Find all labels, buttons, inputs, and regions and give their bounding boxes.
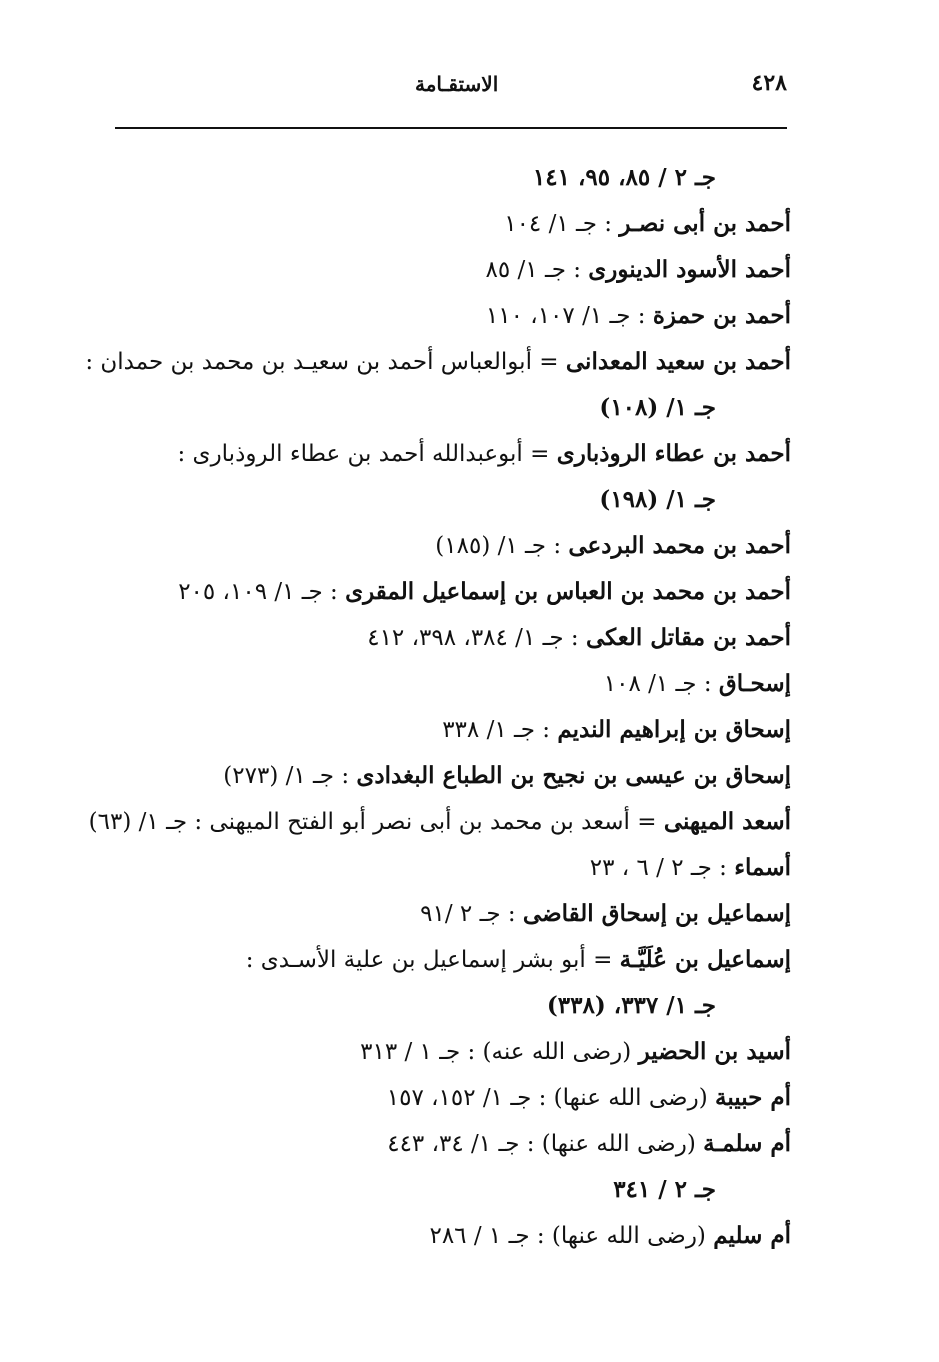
entry-name: إسماعيل بن إسحاق القاضى: [522, 900, 791, 927]
entry-reference: = أبوعبدالله أحمد بن عطاء الروذبارى :: [177, 441, 557, 467]
index-entry: [101, 661, 791, 707]
index-entries: [85, 155, 791, 1259]
entry-name: إسحاق بن عيسى بن نجيح بن الطباع البغدادى: [356, 762, 791, 789]
entry-reference: : جـ ١/ ١٠٤: [504, 211, 620, 237]
entry-reference: : جـ ١/ ١٠٩، ٢٠٥: [178, 579, 346, 605]
entry-reference: : جـ ١/ ١٠٧، ١١٠: [485, 303, 653, 329]
entry-reference: (رضى الله عنها) : جـ ١/ ٣٤، ٤٤٣: [387, 1131, 704, 1157]
entry-reference: : جـ ١/ (١٨٥): [435, 533, 569, 559]
entry-reference: : جـ ١/ (٢٧٣): [223, 763, 357, 789]
index-entry-continuation: جـ ١/ (١٩٨): [599, 486, 716, 513]
index-entry: [101, 1121, 791, 1167]
entry-reference: (رضى الله عنه) : جـ ١ / ٣١٣: [360, 1039, 639, 1065]
entry-reference: (رضى الله عنها) : جـ ١ / ٢٨٦: [429, 1223, 714, 1249]
running-title: الاستقـامة: [415, 72, 499, 96]
entry-name: أم سليم: [713, 1222, 791, 1249]
index-entry: [101, 753, 791, 799]
entry-reference: = أبو بشر إسماعيل بن علية الأسـدى :: [245, 947, 620, 973]
entry-name: أحمد بن سعيد المعدانى: [565, 348, 791, 375]
entry-reference: : جـ ٢ /٩١: [420, 901, 523, 927]
entry-reference: = أسعد بن محمد بن أبى نصر أبو الفتح الميهنى : جـ ١/ (٦٣): [88, 809, 664, 835]
entry-reference: = أبوالعباس أحمد بن سعيـد بن محمد بن حمدان :: [85, 349, 566, 375]
entry-name: أحمد بن حمزة: [652, 302, 791, 329]
index-entry: [101, 615, 791, 661]
index-entry: [101, 431, 791, 477]
entry-name: أحمد بن محمد بن العباس بن إسماعيل المقرى: [345, 578, 791, 605]
entry-name: أم حبيبة: [714, 1084, 791, 1111]
page-header: [115, 70, 787, 106]
entry-name: أحمد بن مقاتل العكى: [585, 624, 791, 651]
entry-reference: : جـ ١/ ٣٨٤، ٣٩٨، ٤١٢: [367, 625, 586, 651]
index-entry: [101, 707, 791, 753]
entry-name: أحمد بن عطاء الروذبارى: [556, 440, 791, 467]
index-entry: [101, 1213, 791, 1259]
index-entry: [101, 247, 791, 293]
entry-name: أحمد بن محمد البردعى: [568, 532, 791, 559]
index-entry: [101, 523, 791, 569]
index-entry: [101, 201, 791, 247]
entry-reference: (رضى الله عنها) : جـ ١/ ١٥٢، ١٥٧: [386, 1085, 715, 1111]
entry-name: إسحـاق: [718, 670, 791, 697]
index-entry: [101, 937, 791, 983]
index-entry-continuation: جـ ٢ / ٨٥، ٩٥، ١٤١: [532, 164, 716, 191]
index-entry: [85, 339, 791, 385]
index-entry: [101, 891, 791, 937]
entry-name: أسماء: [734, 854, 791, 881]
entry-reference: : جـ ١/ ٨٥: [485, 257, 589, 283]
entry-name: إسماعيل بن عُلَيَّـة: [619, 946, 791, 973]
entry-reference: : جـ ٢ / ٦ ، ٢٣: [589, 855, 735, 881]
index-entry: [101, 1029, 791, 1075]
entry-name: أحمد بن أبى نصـر: [619, 210, 791, 237]
page-number: ٤٢٨: [751, 70, 787, 96]
index-entry: [101, 1075, 791, 1121]
entry-reference: : جـ ١/ ١٠٨: [603, 671, 719, 697]
entry-name: إسحاق بن إبراهيم النديم: [557, 716, 791, 743]
index-entry: [101, 845, 791, 891]
entry-name: أسعد الميهنى: [663, 808, 791, 835]
index-entry-continuation: جـ ١/ ٣٣٧، (٣٣٨): [546, 992, 716, 1019]
entry-reference: : جـ ١/ ٣٣٨: [442, 717, 558, 743]
index-entry-continuation: جـ ١/ (١٠٨): [599, 394, 716, 421]
header-rule: [115, 127, 787, 129]
index-entry: [88, 799, 791, 845]
index-entry: [101, 293, 791, 339]
entry-name: أسيد بن الحضير: [638, 1038, 791, 1065]
index-entry: [101, 569, 791, 615]
index-entry-continuation: جـ ٢ / ٣٤١: [613, 1176, 716, 1203]
entry-name: أم سلمـة: [703, 1130, 791, 1157]
entry-name: أحمد الأسود الدينورى: [588, 256, 791, 283]
